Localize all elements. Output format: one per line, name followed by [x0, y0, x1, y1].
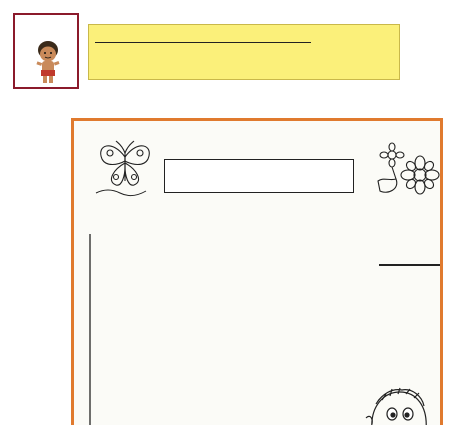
aluno-blank[interactable]	[95, 33, 283, 43]
student-header-box	[88, 24, 400, 80]
toy-bar-chart	[74, 229, 374, 425]
student-info-line	[95, 33, 311, 46]
butterfly-icon	[94, 135, 156, 197]
tabela-box	[379, 264, 441, 266]
boy-face-icon	[364, 386, 434, 425]
worksheet	[71, 118, 443, 425]
projeto-curumim-logo	[13, 13, 79, 89]
flowers-icon	[374, 141, 443, 203]
definition-box	[164, 159, 354, 193]
curumim-character-icon	[15, 15, 77, 87]
turma-blank[interactable]	[283, 33, 311, 43]
